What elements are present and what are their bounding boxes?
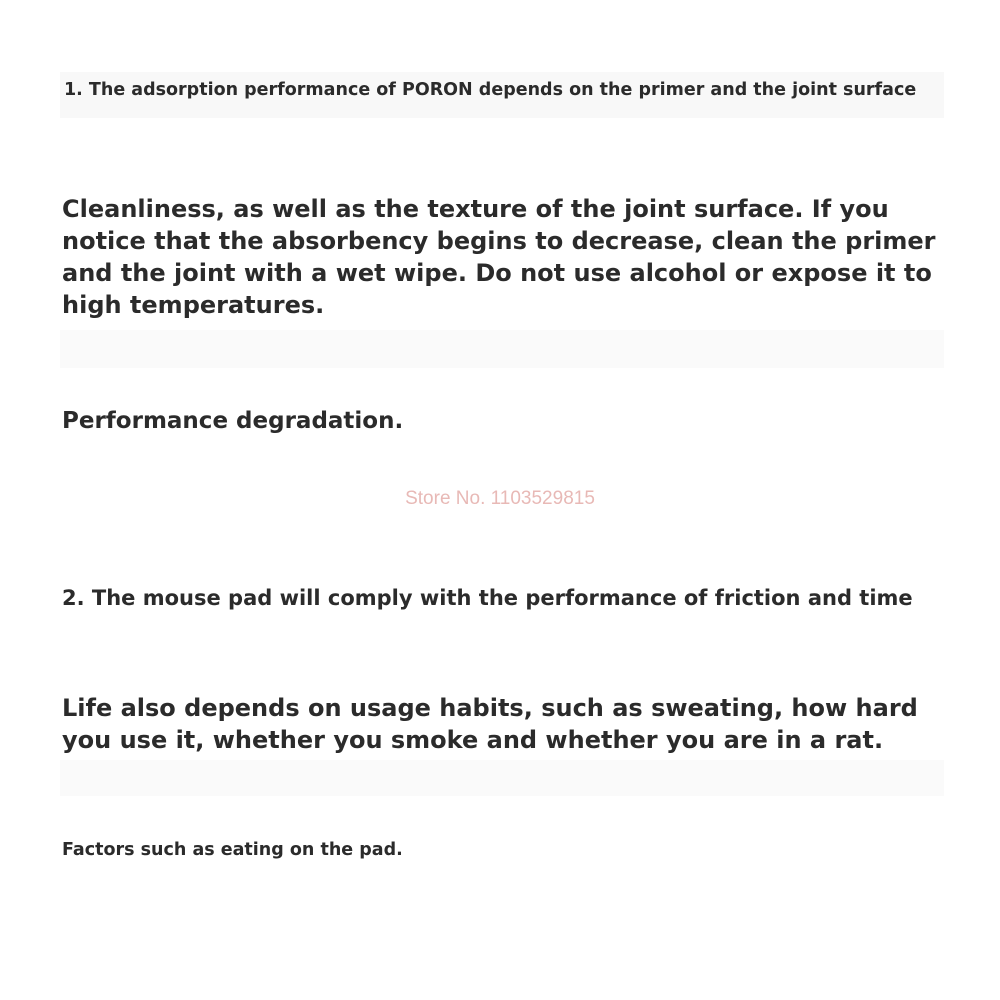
section-1-tail: Performance degradation.	[62, 408, 404, 434]
section-2-body: Life also depends on usage habits, such as sweating, how hard you use it, whether you smoke and whether you are in a rat.	[62, 694, 918, 754]
section-2-heading: 2. The mouse pad will comply with the performance of friction and time	[62, 586, 913, 610]
background-band	[60, 330, 944, 368]
section-1-body: Cleanliness, as well as the texture of the joint surface. If you notice that the absorbency begins to decrease, clean the primer and the joint with a wet wipe. Do not use alcohol or expose it to high temperatures.	[62, 195, 936, 319]
store-watermark: Store No. 1103529815	[405, 488, 595, 509]
background-band	[60, 760, 944, 796]
section-2-tail: Factors such as eating on the pad.	[62, 840, 403, 860]
section-1-heading: 1. The adsorption performance of PORON depends on the primer and the joint surface	[64, 80, 917, 100]
